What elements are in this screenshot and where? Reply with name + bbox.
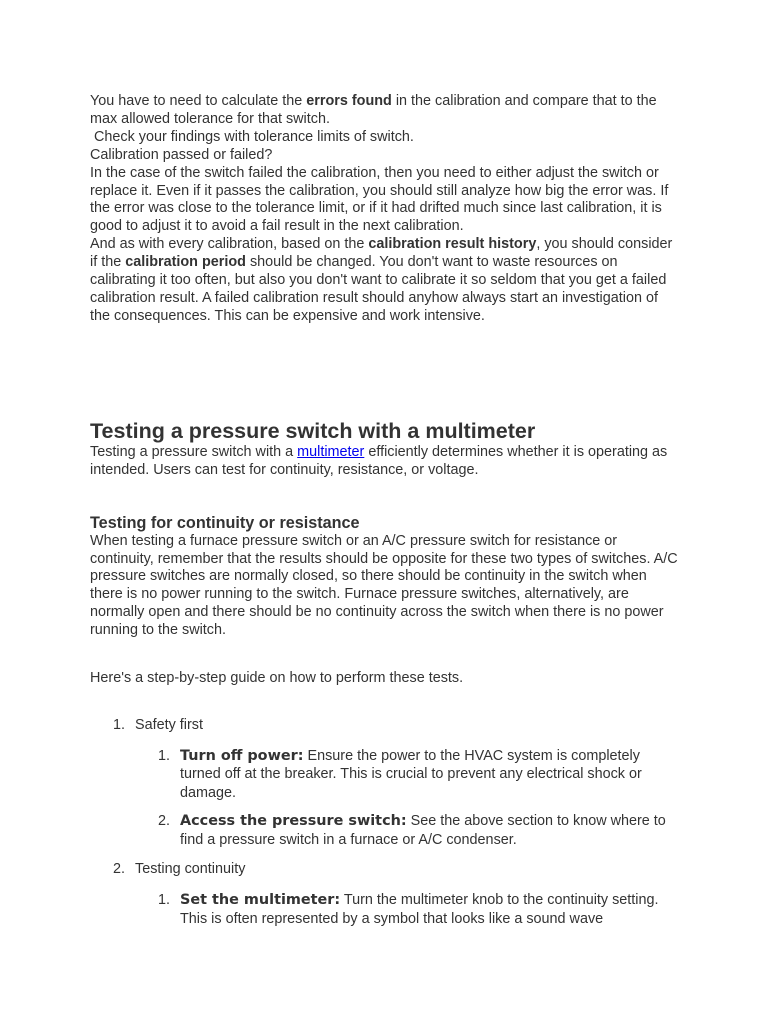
multimeter-link[interactable]: multimeter: [297, 443, 365, 460]
list-item: [158, 812, 680, 849]
paragraph-continuity: When testing a furnace pressure switch or an A/C pressure switch for resistance or continuity, remember that the results should be opposite for these two types of switches. A/C pressure switches are normally closed, so there should be continuity in the switch when there is no power running to the switch. Furnace pressure switches, alternatively, are normally open and there should be no continuity across the switch when there is no power running to the switch.: [90, 532, 678, 639]
list-item: [158, 747, 680, 803]
bold-text: calibration period: [125, 254, 246, 271]
section-heading: Testing a pressure switch with a multimeter: [90, 418, 536, 443]
list-item: [158, 891, 680, 928]
step-text: Turn the multimeter knob to the continuity setting. This is often represented by a symbol that looks like a sound wave: [180, 892, 659, 927]
list-number: 1.: [113, 716, 126, 733]
spacer: [90, 326, 680, 418]
step-term: Turn off power:: [180, 747, 304, 764]
paragraph-check: Check your findings with tolerance limits of switch.: [90, 128, 414, 145]
list-number: 1.: [158, 892, 171, 909]
paragraph-errors: [90, 93, 680, 129]
list-item-label: Safety first: [135, 716, 203, 733]
list-item: [113, 861, 680, 928]
text: , you should consider if the: [90, 236, 673, 271]
document-body: [90, 93, 680, 940]
sub-steps-list: [135, 747, 680, 850]
sub-steps-list: [135, 891, 680, 928]
list-number: 2.: [113, 861, 126, 878]
list-number: 1.: [158, 747, 171, 764]
paragraph-history: [90, 236, 680, 326]
text: You have to need to calculate the: [90, 93, 307, 109]
paragraph-intro: [90, 444, 680, 480]
bold-text: calibration result history: [368, 236, 537, 253]
steps-list: [90, 717, 680, 928]
step-term: Set the multimeter:: [180, 892, 341, 909]
text: Testing a pressure switch with a: [90, 443, 298, 460]
step-text: Ensure the power to the HVAC system is completely turned off at the breaker. This is crucial to prevent any electrical shock or damage.: [180, 747, 642, 801]
list-item: [113, 716, 680, 849]
list-item-label: Testing continuity: [135, 861, 246, 878]
step-term: Access the pressure switch:: [180, 813, 407, 830]
paragraph-question: Calibration passed or failed?: [90, 146, 273, 163]
text: in the calibration and compare that to the max allowed tolerance for that switch.: [90, 93, 657, 127]
text: And as with every calibration, based on the: [90, 236, 369, 253]
list-number: 2.: [158, 813, 171, 830]
bold-text: errors found: [306, 93, 392, 109]
text: should be changed. You don't want to waste resources on calibrating it too often, but also you don't want to calibrate it so seldom that you get a failed calibration result. A failed calibration result should anyhow always start an investigation of the consequences. This can be expensive and work intensive.: [90, 254, 667, 324]
subsection-heading: Testing for continuity or resistance: [90, 513, 360, 532]
paragraph-failed: In the case of the switch failed the calibration, then you need to either adjust the switch or replace it. Even if it passes the calibration, you should still analyze how big the error was. If the error was close to the tolerance limit, or if it had drifted much since last calibration, it is good to adjust it to avoid a fail result in the next calibration.: [90, 164, 669, 235]
paragraph-guide: Here's a step-by-step guide on how to perform these tests.: [90, 670, 464, 687]
step-text: See the above section to know where to find a pressure switch in a furnace or A/C condenser.: [180, 813, 666, 848]
text: efficiently determines whether it is operating as intended. Users can test for continuity, resistance, or voltage.: [90, 443, 668, 478]
